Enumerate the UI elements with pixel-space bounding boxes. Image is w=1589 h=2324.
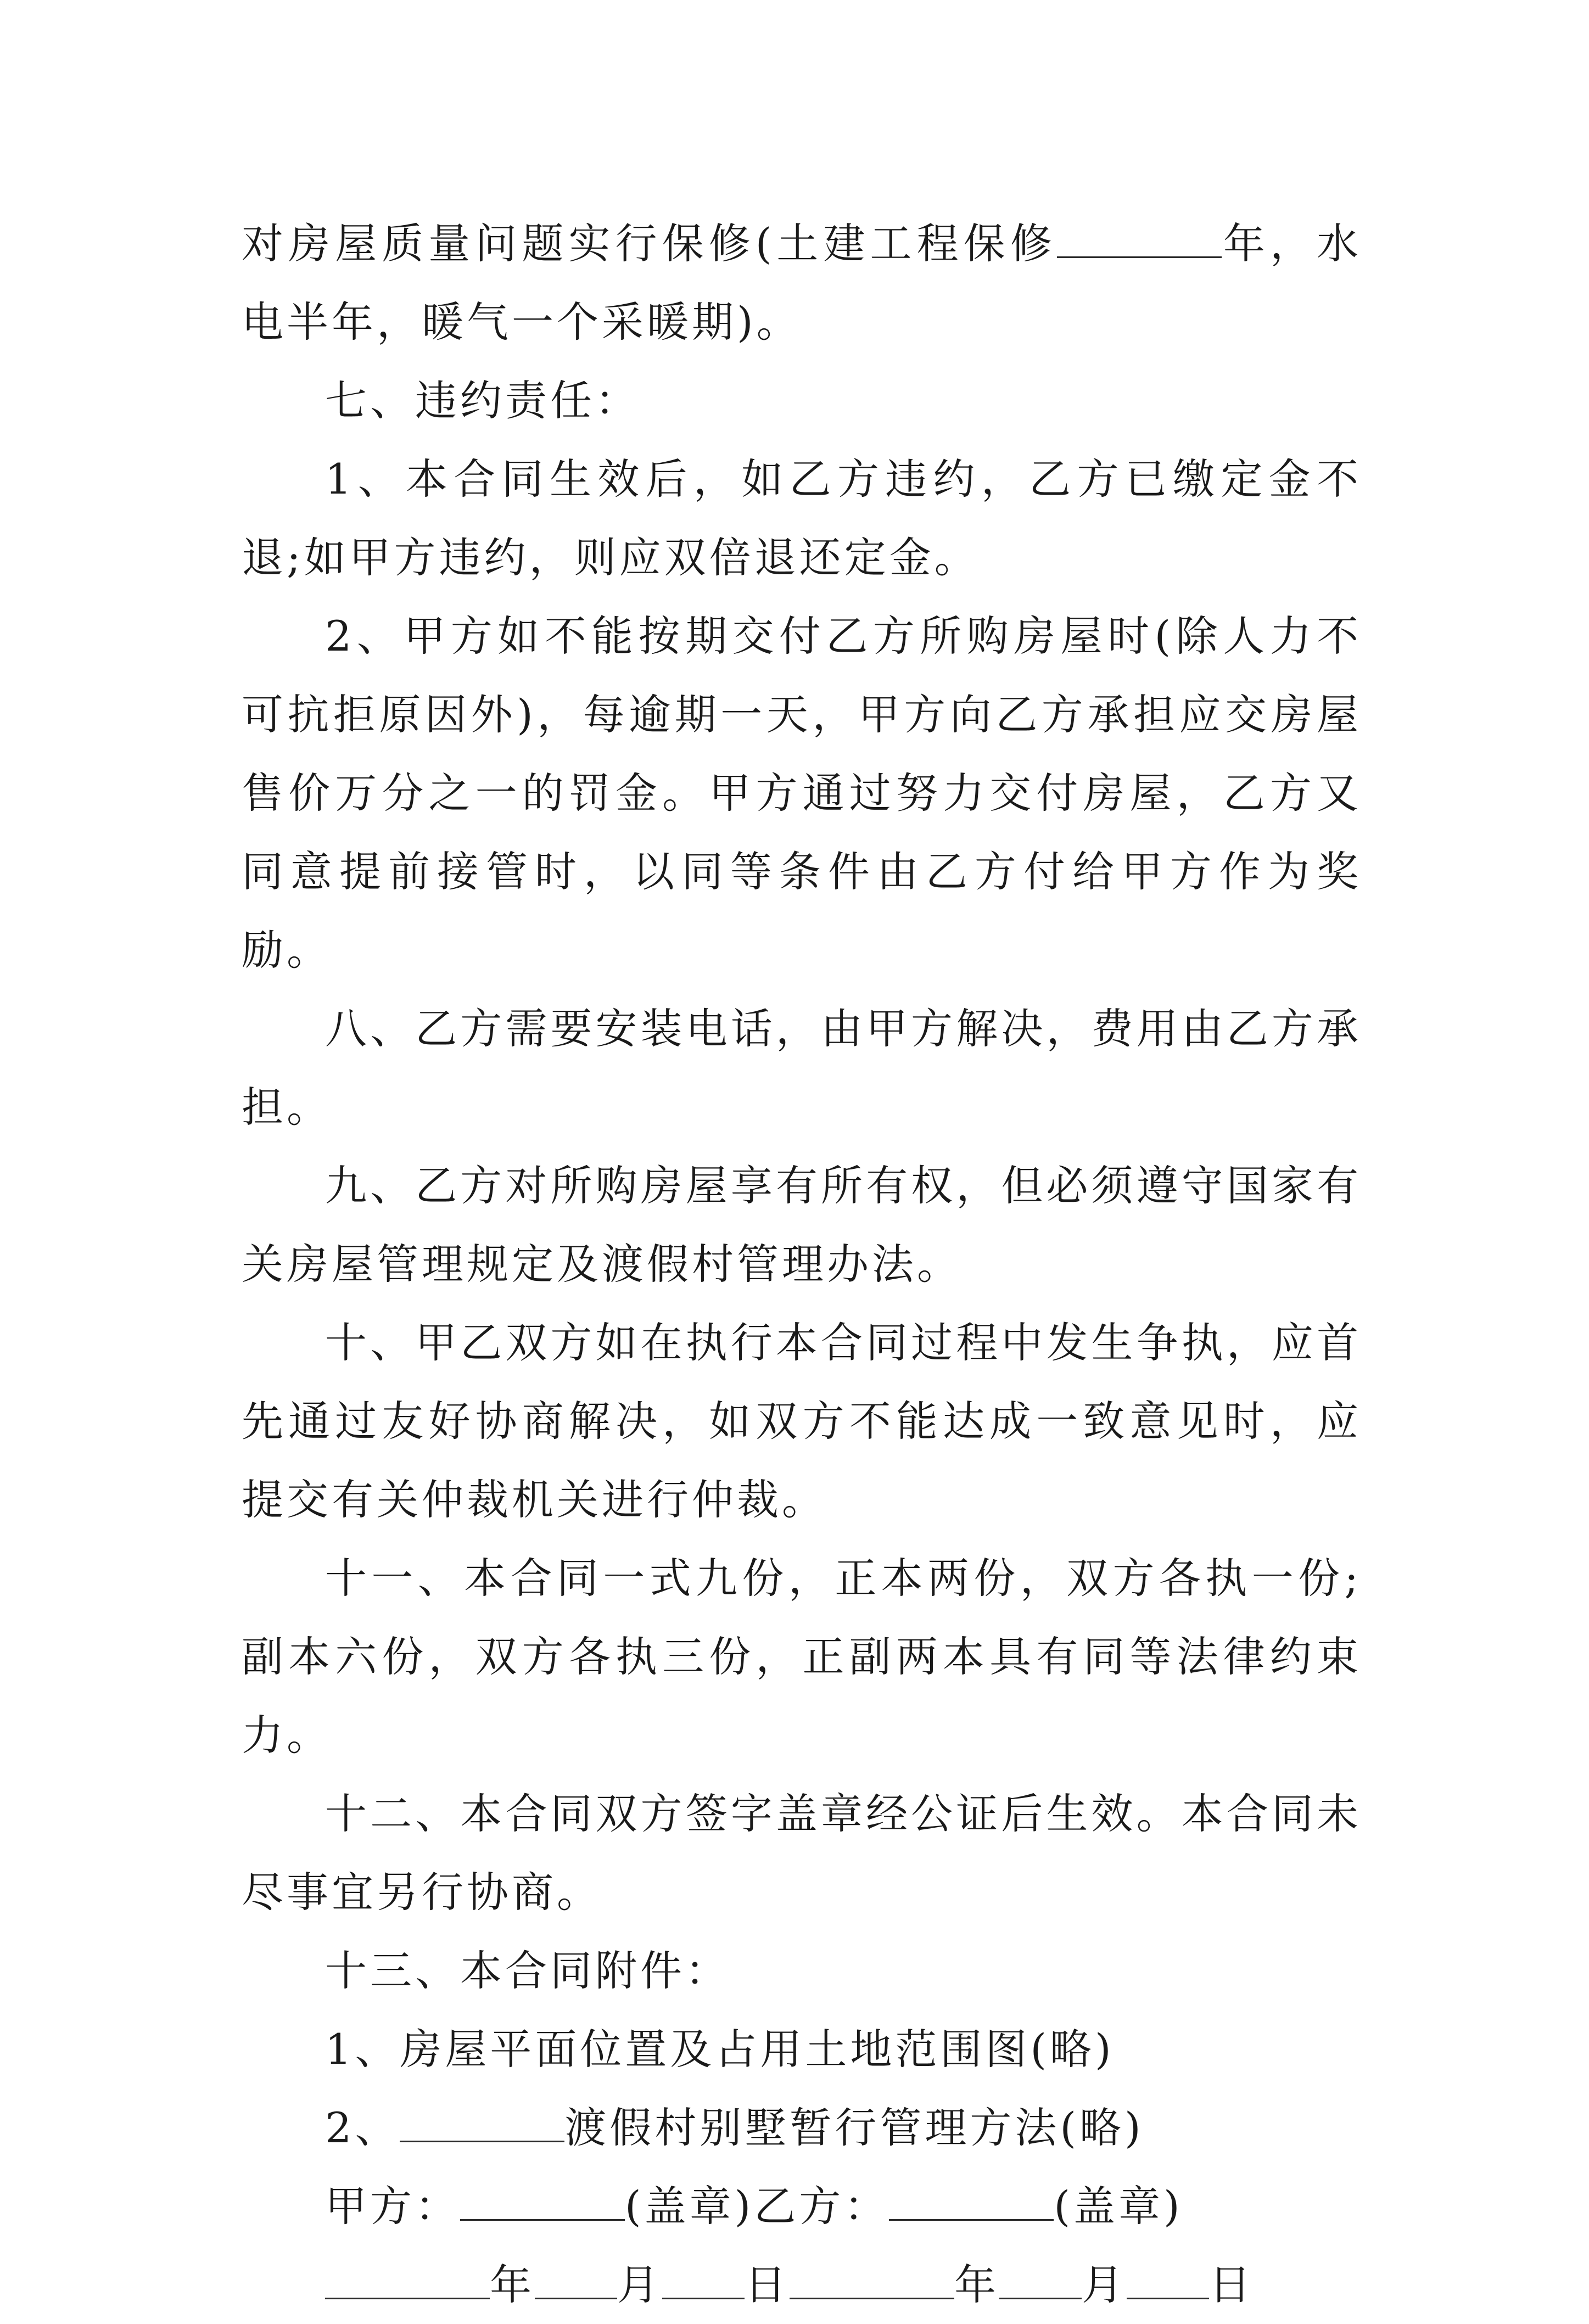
paragraph-breach-2: 2、甲方如不能按期交付乙方所购房屋时(除人力不可抗拒原因外)，每逾期一天，甲方向乙方承担应交房屋售价万分之一的罚金。甲方通过努力交付房屋，乙方又同意提前接管时，以同等条件由乙方付给甲方作为奖励。 <box>242 612 1362 975</box>
year-label-a: 年 <box>490 2260 535 2309</box>
paragraph-clause-12: 十二、本合同双方签字盖章经公证后生效。本合同未尽事宜另行协商。 <box>242 1789 1362 1917</box>
month-label-a: 月 <box>617 2260 662 2309</box>
attachment-item-2-text: 渡假村别墅暂行管理方法(略) <box>564 2103 1144 2152</box>
fill-blank-year-b[interactable] <box>790 2264 954 2299</box>
party-a-seal: (盖章) <box>625 2182 754 2231</box>
paragraph-clause-9: 九、乙方对所购房屋享有所有权，但必须遵守国家有关房屋管理规定及渡假村管理办法。 <box>242 1161 1362 1289</box>
fill-blank-party-b[interactable] <box>889 2185 1054 2221</box>
warranty-text-start: 对房屋质量问题实行保修(土建工程保修 <box>242 219 1057 268</box>
fill-blank-month-a[interactable] <box>535 2264 617 2299</box>
signature-line <box>242 2167 1362 2245</box>
attachment-item-2 <box>242 2088 1362 2167</box>
day-label-b: 日 <box>1209 2260 1254 2309</box>
fill-blank-month-b[interactable] <box>999 2264 1082 2299</box>
party-b-label: 乙方： <box>754 2182 889 2231</box>
party-b-seal: (盖章) <box>1054 2182 1183 2231</box>
fill-blank-year-a[interactable] <box>325 2264 490 2299</box>
warranty-text-end: 年，水电半年，暖气一个采暖期)。 <box>242 219 1362 346</box>
heading-attachments: 十三、本合同附件： <box>325 1946 730 1995</box>
document-body <box>242 204 1362 2324</box>
attachment-item-2-number: 2、 <box>325 2103 400 2152</box>
fill-blank-day-a[interactable] <box>662 2264 745 2299</box>
attachment-item-1: 1、房屋平面位置及占用土地范围图(略) <box>325 2025 1115 2074</box>
fill-blank-day-b[interactable] <box>1127 2264 1209 2299</box>
paragraph-clause-11: 十一、本合同一式九份，正本两份，双方各执一份;副本六份，双方各执三份，正副两本具有同等法律约束力。 <box>242 1554 1362 1760</box>
paragraph-clause-8: 八、乙方需要安装电话，由甲方解决，费用由乙方承担。 <box>242 1004 1362 1132</box>
paragraph-breach-1: 1、本合同生效后，如乙方违约，乙方已缴定金不退;如甲方违约，则应双倍退还定金。 <box>242 455 1362 582</box>
year-label-b: 年 <box>954 2260 999 2309</box>
day-label-a: 日 <box>745 2260 790 2309</box>
fill-blank-party-a[interactable] <box>460 2185 625 2221</box>
fill-blank-resort-name[interactable] <box>400 2107 564 2142</box>
paragraph-clause-10: 十、甲乙双方如在执行本合同过程中发生争执，应首先通过友好协商解决，如双方不能达成一致意见时，应提交有关仲裁机关进行仲裁。 <box>242 1318 1362 1524</box>
paragraph-warranty <box>242 204 1362 361</box>
fill-blank-warranty-years[interactable] <box>1057 222 1222 258</box>
month-label-b: 月 <box>1082 2260 1127 2309</box>
heading-breach-liability: 七、违约责任： <box>325 376 640 425</box>
party-a-label: 甲方： <box>325 2182 460 2231</box>
date-line <box>242 2245 1362 2324</box>
